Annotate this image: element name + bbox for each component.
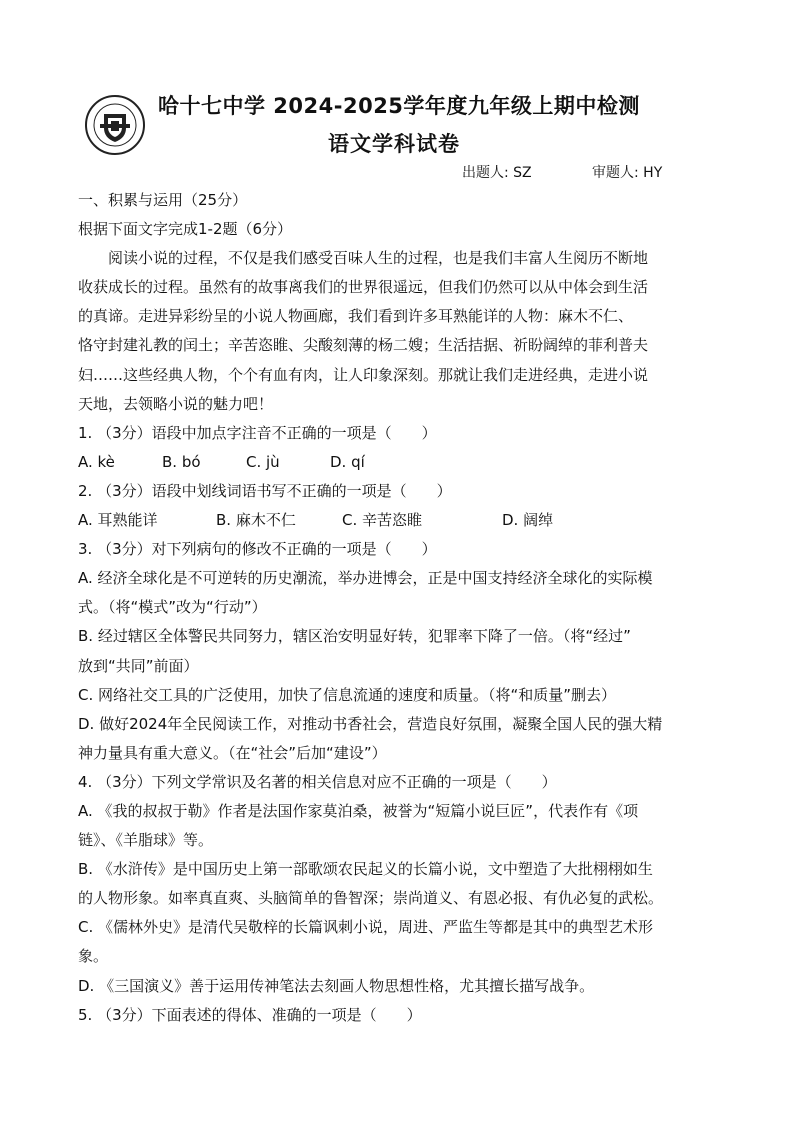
exam-title: 哈十七中学 2024-2025学年度九年级上期中检测 bbox=[158, 94, 640, 118]
passage-line: 恪守封建礼教的闰土；辛苦恣睢、尖酸刻薄的杨二嫂；生活拮据、祈盼阔绰的菲利普夫 bbox=[78, 336, 649, 355]
passage-line: 阅读小说的过程，不仅是我们感受百味人生的过程，也是我们丰富人生阅历不断地 bbox=[108, 249, 649, 268]
question-4-option-b[interactable]: B. 《水浒传》是中国历史上第一部歌颂农民起义的长篇小说，文中塑造了大批栩栩如生 bbox=[78, 860, 653, 879]
question-2-options bbox=[78, 506, 726, 535]
question-4-option-c-cont: 象。 bbox=[78, 947, 109, 966]
reading-passage bbox=[78, 244, 726, 419]
exam-content bbox=[78, 186, 726, 1030]
question-1-option-a[interactable]: A. kè bbox=[78, 452, 115, 471]
question-1-options bbox=[78, 448, 726, 477]
question-3-option-b-cont: 放到“共同”前面） bbox=[78, 656, 199, 675]
section-heading: 一、积累与运用（25分） bbox=[78, 191, 248, 209]
question-3-option-d-cont: 神力量具有重大意义。（在“社会”后加“建设”） bbox=[78, 743, 387, 762]
question-4-option-d[interactable]: D. 《三国演义》善于运用传神笔法去刻画人物思想性格，尤其擅长描写战争。 bbox=[78, 976, 595, 995]
author-label: 出题人: SZ bbox=[462, 165, 532, 181]
question-4-option-a-cont: 链》、《羊脂球》等。 bbox=[78, 831, 214, 850]
question-1-option-d[interactable]: D. qí bbox=[330, 452, 365, 471]
question-4-option-c[interactable]: C. 《儒林外史》是清代吴敬梓的长篇讽刺小说，周进、严监生等都是其中的典型艺术形 bbox=[78, 918, 654, 937]
question-3-stem: 3. （3分）对下列病句的修改不正确的一项是（ ） bbox=[78, 540, 437, 559]
question-1-stem: 1. （3分）语段中加点字注音不正确的一项是（ ） bbox=[78, 423, 437, 442]
school-logo-icon bbox=[84, 94, 146, 156]
question-3-option-b[interactable]: B. 经过辖区全体警民共同努力，辖区治安明显好转，犯罪率下降了一倍。（将“经过” bbox=[78, 627, 631, 646]
passage-line: 收获成长的过程。虽然有的故事离我们的世界很遥远，但我们仍然可以从中体会到生活 bbox=[78, 278, 649, 297]
question-2-stem: 2. （3分）语段中划线词语书写不正确的一项是（ ） bbox=[78, 481, 452, 500]
instruction-text: 根据下面文字完成1-2题（6分） bbox=[78, 220, 293, 239]
passage-line: 的真谛。走进异彩纷呈的小说人物画廊，我们看到许多耳熟能详的人物：麻木不仁、 bbox=[78, 307, 634, 326]
question-1-option-c[interactable]: C. jù bbox=[246, 452, 280, 471]
reviewer-label: 审题人: HY bbox=[592, 165, 663, 181]
question-5-stem: 5. （3分）下面表述的得体、准确的一项是（ ） bbox=[78, 1005, 422, 1024]
question-4-stem: 4. （3分）下列文学常识及名著的相关信息对应不正确的一项是（ ） bbox=[78, 772, 557, 791]
question-4-option-a[interactable]: A. 《我的叔叔于勒》作者是法国作家莫泊桑，被誉为“短篇小说巨匠”，代表作有《项 bbox=[78, 801, 639, 820]
question-3-option-d[interactable]: D. 做好2024年全民阅读工作，对推动书香社会，营造良好氛围，凝聚全国人民的强大精 bbox=[78, 714, 663, 733]
exam-subject-title: 语文学科试卷 bbox=[328, 132, 460, 156]
question-2-option-a[interactable]: A. 耳熟能详 bbox=[78, 511, 158, 530]
question-3-option-c[interactable]: C. 网络社交工具的广泛使用，加快了信息流通的速度和质量。（将“和质量”删去） bbox=[78, 685, 617, 704]
question-2-option-c[interactable]: C. 辛苦恣睢 bbox=[342, 511, 423, 530]
question-2-option-b[interactable]: B. 麻木不仁 bbox=[216, 511, 296, 530]
question-3-option-a-cont: 式。（将“模式”改为“行动”） bbox=[78, 598, 267, 617]
passage-line: 天地，去领略小说的魅力吧！ bbox=[78, 394, 274, 413]
question-1-option-b[interactable]: B. bó bbox=[162, 452, 201, 471]
passage-line: 妇……这些经典人物，个个有血有肉，让人印象深刻。那就让我们走进经典，走进小说 bbox=[78, 365, 649, 384]
question-4-option-b-cont: 的人物形象。如率真直爽、头脑简单的鲁智深；崇尚道义、有恩必报、有仇必复的武松。 bbox=[78, 889, 664, 908]
question-2-option-d[interactable]: D. 阔绰 bbox=[502, 511, 554, 530]
question-3-option-a[interactable]: A. 经济全球化是不可逆转的历史潮流，举办进博会，正是中国支持经济全球化的实际模 bbox=[78, 569, 653, 588]
